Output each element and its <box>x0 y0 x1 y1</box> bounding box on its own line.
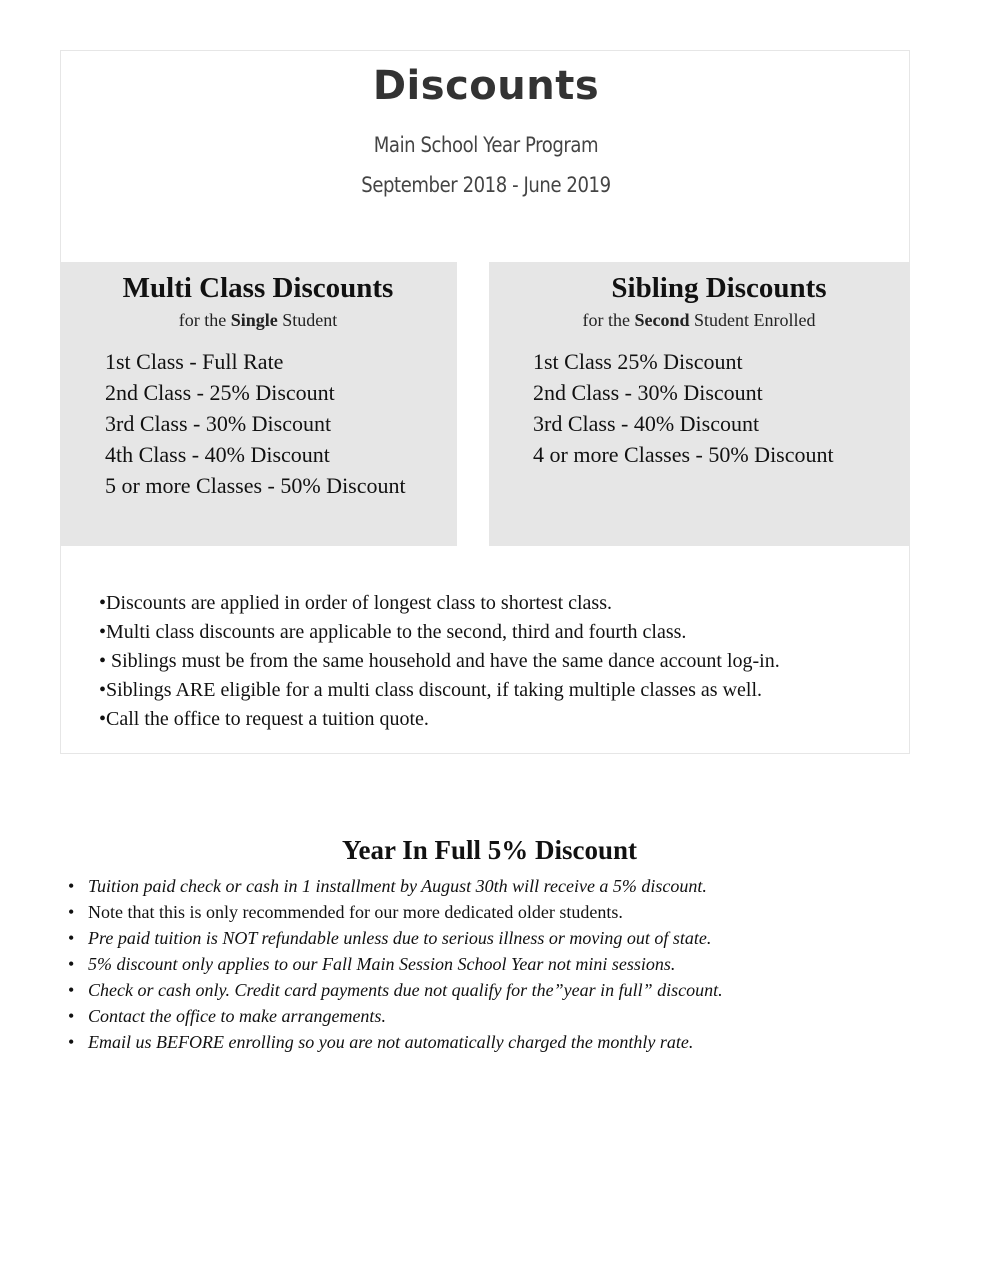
discounts-card <box>60 50 910 754</box>
list-item: 2nd Class - 30% Discount <box>533 380 763 405</box>
multi-class-panel <box>61 262 457 546</box>
list-item <box>68 1029 723 1055</box>
list-item: 4 or more Classes - 50% Discount <box>533 442 834 467</box>
bullet: • <box>68 1006 75 1026</box>
bullet: • <box>68 1032 75 1052</box>
subtitle-bold-text: Single <box>230 310 278 330</box>
program-name: Main School Year Program <box>373 133 599 157</box>
sibling-panel <box>489 262 910 546</box>
list-item: 2nd Class - 25% Discount <box>105 380 335 405</box>
year-in-full-title: Year In Full 5% Discount <box>341 835 638 865</box>
subtitle-text: Student Enrolled <box>689 310 816 330</box>
multi-class-list <box>105 346 406 501</box>
item-text: Email us BEFORE enrolling so you are not automatically charged the monthly rate. <box>88 1032 694 1052</box>
bullet: • <box>68 954 75 974</box>
item-text: Tuition paid check or cash in 1 installment by August 30th will receive a 5% discount. <box>88 876 707 896</box>
list-item <box>68 1003 723 1029</box>
note-item: •Discounts are applied in order of longest class to shortest class. <box>99 592 612 614</box>
sibling-title: Sibling Discounts <box>611 272 827 304</box>
item-text: Pre paid tuition is NOT refundable unless due to serious illness or moving out of state. <box>88 928 712 948</box>
list-item <box>68 925 723 951</box>
discount-notes <box>99 589 780 734</box>
note-item: • Siblings must be from the same household and have the same dance account log-in. <box>99 650 780 672</box>
sibling-list <box>533 346 834 470</box>
list-item: 5 or more Classes - 50% Discount <box>105 473 406 498</box>
subtitle-text: for the <box>582 310 635 330</box>
item-text: Contact the office to make arrangements. <box>88 1006 386 1026</box>
multi-class-title: Multi Class Discounts <box>122 272 394 304</box>
bullet: • <box>68 928 75 948</box>
item-text: 5% discount only applies to our Fall Main Session School Year not mini sessions. <box>88 954 676 974</box>
list-item: 3rd Class - 40% Discount <box>533 411 760 436</box>
bullet: • <box>68 902 75 922</box>
subtitle-text: Student <box>277 310 338 330</box>
list-item: 1st Class 25% Discount <box>533 349 743 374</box>
bullet: • <box>68 876 75 896</box>
item-text: Note that this is only recommended for our more dedicated older students. <box>88 902 623 922</box>
item-text: Check or cash only. Credit card payments due not qualify for the”year in full” discount. <box>88 980 723 1000</box>
note-item: •Multi class discounts are applicable to the second, third and fourth class. <box>99 621 687 643</box>
sibling-subtitle <box>489 310 909 331</box>
subtitle-text: for the <box>178 310 231 330</box>
year-in-full-list <box>68 873 723 1055</box>
multi-class-subtitle <box>61 310 455 331</box>
page-title: Discounts <box>372 63 600 109</box>
list-item: 1st Class - Full Rate <box>105 349 284 374</box>
note-item: •Siblings ARE eligible for a multi class discount, if taking multiple classes as well. <box>99 679 763 701</box>
list-item: 4th Class - 40% Discount <box>105 442 330 467</box>
list-item <box>68 873 723 899</box>
list-item <box>68 977 723 1003</box>
bullet: • <box>68 980 75 1000</box>
program-dates: September 2018 - June 2019 <box>361 173 611 197</box>
list-item <box>68 899 723 925</box>
subtitle-bold-text: Second <box>634 310 690 330</box>
list-item <box>68 951 723 977</box>
list-item: 3rd Class - 30% Discount <box>105 411 332 436</box>
note-item: •Call the office to request a tuition quote. <box>99 708 429 730</box>
